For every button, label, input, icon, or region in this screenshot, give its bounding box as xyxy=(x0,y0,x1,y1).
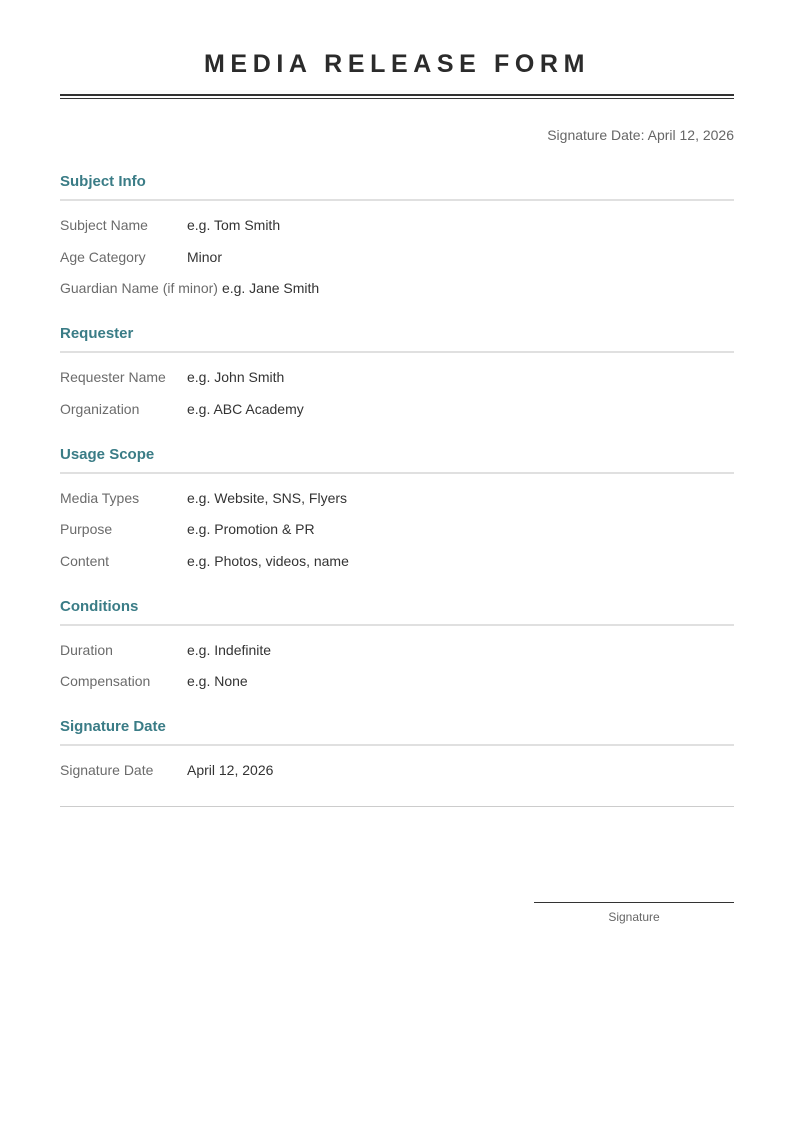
form-page xyxy=(60,0,734,780)
field-row-purpose xyxy=(60,519,734,539)
field-label: Purpose xyxy=(60,521,113,537)
field-label: Guardian Name (if minor) xyxy=(60,280,218,296)
field-value: e.g. Promotion & PR xyxy=(187,521,315,537)
field-value: e.g. None xyxy=(187,673,248,689)
section-signature-date xyxy=(60,717,734,780)
field-label: Media Types xyxy=(60,489,140,506)
title-double-rule xyxy=(60,94,734,99)
field-value: Minor xyxy=(187,248,223,265)
signature-line[interactable] xyxy=(534,902,734,903)
page-title: MEDIA RELEASE FORM xyxy=(204,50,590,78)
field-row-requester-name xyxy=(60,367,734,387)
field-row-compensation xyxy=(60,671,734,691)
field-label: Duration xyxy=(60,641,113,658)
field-label: Organization xyxy=(60,400,140,417)
field-label: Compensation xyxy=(60,673,151,689)
section-usage-scope xyxy=(60,445,734,571)
field-value: e.g. Photos, videos, name xyxy=(187,552,349,569)
field-label: Content xyxy=(60,552,110,569)
field-label: Signature Date xyxy=(60,762,154,778)
section-title-conditions: Conditions xyxy=(60,597,734,626)
section-subject-info xyxy=(60,172,734,298)
field-row-guardian-name xyxy=(60,278,734,298)
signature-label: Signature xyxy=(608,910,660,924)
header-signature-date: Signature Date: April 12, 2026 xyxy=(547,127,734,143)
section-conditions xyxy=(60,597,734,692)
field-value: e.g. Website, SNS, Flyers xyxy=(187,489,348,506)
signature-block xyxy=(534,902,734,925)
section-title-subject-info: Subject Info xyxy=(60,172,734,201)
section-title-requester: Requester xyxy=(60,324,734,353)
field-row-organization xyxy=(60,399,734,419)
field-row-signature-date xyxy=(60,760,734,780)
field-row-subject-name xyxy=(60,215,734,235)
section-requester xyxy=(60,324,734,419)
field-label: Requester Name xyxy=(60,369,166,385)
field-value: e.g. John Smith xyxy=(187,369,285,385)
field-value: e.g. ABC Academy xyxy=(187,400,304,417)
section-title-signature-date: Signature Date xyxy=(60,717,734,746)
field-row-content xyxy=(60,551,734,571)
field-value: April 12, 2026 xyxy=(187,762,274,778)
field-value: e.g. Tom Smith xyxy=(187,217,281,233)
footer-divider xyxy=(60,806,734,807)
field-value: e.g. Indefinite xyxy=(187,641,272,658)
field-value: e.g. Jane Smith xyxy=(221,280,320,296)
field-row-media-types xyxy=(60,488,734,508)
section-title-usage-scope: Usage Scope xyxy=(60,445,734,474)
field-label: Age Category xyxy=(60,248,146,265)
field-label: Subject Name xyxy=(60,217,148,233)
field-row-age-category xyxy=(60,247,734,267)
field-row-duration xyxy=(60,640,734,660)
